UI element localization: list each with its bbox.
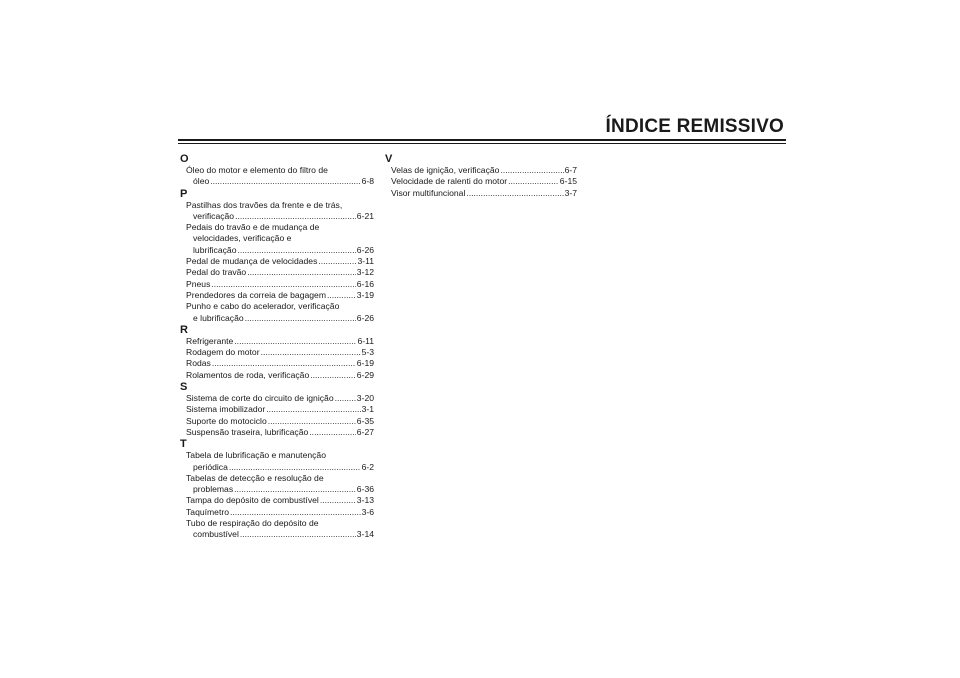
index-entry-line	[180, 450, 374, 461]
page-reference: 3-13	[356, 495, 374, 506]
index-term: Óleo do motor e elemento do filtro de	[186, 165, 328, 175]
index-term: Sistema imobilizador	[186, 404, 266, 415]
index-letter-heading: S	[180, 381, 188, 394]
index-term: e lubrificação	[193, 312, 244, 323]
index-entry	[180, 518, 374, 541]
index-term: Visor multifuncional	[391, 187, 466, 198]
index-entry-line	[180, 347, 374, 358]
page-reference: 6-7	[564, 165, 577, 175]
page-reference: 6-21	[356, 210, 374, 221]
dot-leader	[320, 495, 356, 506]
page-reference: 6-2	[361, 461, 374, 472]
index-entry-line	[180, 290, 374, 301]
index-term: Prendedores da correia de bagagem	[186, 289, 326, 300]
index-entry	[385, 165, 577, 176]
index-term: Pedais do travão e de mudança de	[186, 222, 320, 233]
index-entry	[180, 427, 374, 438]
index-entry-line	[180, 404, 374, 415]
dot-leader	[500, 165, 563, 176]
dot-leader	[235, 211, 356, 222]
index-entry-line	[385, 165, 577, 176]
dot-leader	[327, 290, 356, 301]
dot-leader	[309, 427, 356, 438]
page-reference: 6-36	[356, 484, 374, 495]
index-term: Suporte do motociclo	[186, 415, 267, 426]
dot-leader	[230, 507, 361, 518]
index-term: Pastilhas dos travões da frente e de trás,	[186, 199, 343, 210]
index-term: Suspensão traseira, lubrificação	[186, 426, 309, 437]
dot-leader	[212, 358, 356, 369]
dot-leader	[261, 347, 361, 358]
dot-leader	[240, 529, 356, 540]
dot-leader	[211, 279, 355, 290]
index-letter-heading: V	[385, 153, 393, 165]
page-reference: 3-19	[356, 289, 374, 300]
index-entry-line	[180, 222, 374, 233]
index-entry	[180, 200, 374, 223]
index-entry	[180, 416, 374, 427]
dot-leader	[234, 484, 356, 495]
index-entry	[385, 188, 577, 199]
dot-leader	[229, 462, 361, 473]
page-reference: 5-3	[361, 347, 374, 358]
dot-leader	[310, 370, 356, 381]
index-term: óleo	[193, 176, 210, 187]
index-entry-line	[180, 301, 374, 312]
index-entry-line	[180, 484, 374, 495]
index-term: Tampa do depósito de combustível	[186, 495, 319, 506]
index-term: periódica	[193, 461, 228, 472]
index-letter-heading: O	[180, 153, 189, 165]
index-term: Rolamentos de roda, verificação	[186, 369, 310, 380]
index-entry	[180, 450, 374, 473]
index-entry	[180, 358, 374, 369]
index-entry-line	[180, 211, 374, 222]
index-letter-heading: T	[180, 438, 187, 451]
index-term: Sistema de corte do circuito de ignição	[186, 393, 334, 404]
header-rule-thin	[178, 143, 786, 144]
dot-leader	[335, 393, 356, 404]
index-term: Refrigerante	[186, 335, 234, 346]
page-reference: 3-6	[361, 506, 374, 517]
index-entry-line	[180, 495, 374, 506]
dot-leader	[466, 188, 563, 199]
dot-leader	[508, 176, 559, 187]
index-entry	[180, 495, 374, 506]
page-reference: 6-15	[559, 176, 577, 187]
index-entry-line	[180, 473, 374, 484]
dot-leader	[210, 176, 360, 187]
index-term: Tabelas de detecção e resolução de	[186, 472, 324, 483]
dot-leader	[247, 267, 356, 278]
index-entry-line	[180, 267, 374, 278]
header-rule-thick	[178, 139, 786, 141]
page-reference: 3-14	[356, 529, 374, 540]
index-term: Tabela de lubrificação e manutenção	[186, 450, 326, 461]
index-term: lubrificação	[193, 244, 237, 255]
index-entry-line	[180, 529, 374, 540]
index-entry-line	[180, 393, 374, 404]
index-entry	[180, 165, 374, 188]
index-entry-line	[385, 176, 577, 187]
dot-leader	[234, 336, 356, 347]
dot-leader	[268, 416, 356, 427]
index-term: Pneus	[186, 278, 211, 289]
index-term: Velas de ignição, verificação	[391, 165, 500, 175]
index-term: verificação	[193, 210, 235, 221]
page-reference: 3-20	[356, 393, 374, 404]
index-column-right	[385, 153, 577, 199]
index-entry	[180, 256, 374, 267]
index-entry	[180, 290, 374, 301]
index-entry	[180, 347, 374, 358]
index-term: combustível	[193, 529, 239, 540]
index-entry-line	[180, 245, 374, 256]
page-reference: 6-19	[356, 358, 374, 369]
index-column-left	[180, 153, 374, 541]
index-term: Taquímetro	[186, 506, 229, 517]
index-term: Velocidade de ralenti do motor	[391, 176, 508, 187]
index-entry	[180, 222, 374, 256]
index-entry-line	[180, 279, 374, 290]
page-reference: 6-35	[356, 415, 374, 426]
index-term: Pedal de mudança de velocidades	[186, 256, 318, 267]
page-reference: 3-12	[356, 267, 374, 278]
dot-leader	[245, 313, 356, 324]
index-term: Punho e cabo do acelerador, verificação	[186, 301, 340, 312]
index-term: Tubo de respiração do depósito de	[186, 518, 319, 529]
index-entry-line	[180, 370, 374, 381]
page-title: ÍNDICE REMISSIVO	[605, 116, 784, 137]
page-reference: 6-29	[356, 369, 374, 380]
index-term: Rodagem do motor	[186, 347, 260, 358]
index-entry	[180, 279, 374, 290]
index-entry-line	[180, 233, 374, 244]
index-entry	[385, 176, 577, 187]
index-entry	[180, 404, 374, 415]
index-term: velocidades, verificação e	[193, 233, 292, 244]
dot-leader	[318, 256, 356, 267]
index-entry	[180, 301, 374, 324]
page-reference: 6-27	[356, 426, 374, 437]
index-entry-line	[180, 313, 374, 324]
index-entry-line	[180, 507, 374, 518]
page-reference: 3-11	[357, 256, 374, 267]
index-term: Rodas	[186, 358, 211, 369]
index-entry-line	[180, 416, 374, 427]
page-reference: 6-26	[356, 312, 374, 323]
dot-leader	[237, 245, 355, 256]
index-term: problemas	[193, 484, 234, 495]
page-reference: 3-7	[564, 187, 577, 198]
index-term: Pedal do travão	[186, 267, 247, 278]
index-entry	[180, 370, 374, 381]
index-entry-line	[180, 165, 374, 176]
index-entry-line	[180, 336, 374, 347]
index-entry-line	[180, 176, 374, 187]
index-entry	[180, 473, 374, 496]
page-reference: 6-26	[356, 244, 374, 255]
index-entry	[180, 336, 374, 347]
index-entry-line	[180, 256, 374, 267]
index-entry-line	[180, 518, 374, 529]
index-entry	[180, 393, 374, 404]
page-reference: 6-8	[361, 176, 374, 187]
index-entry-line	[180, 427, 374, 438]
dot-leader	[266, 404, 360, 415]
index-letter-heading: R	[180, 323, 188, 336]
index-entry	[180, 507, 374, 518]
page-reference: 6-11	[357, 335, 374, 346]
page-reference: 6-16	[356, 278, 374, 289]
index-letter-heading: P	[180, 187, 188, 200]
index-entry-line	[180, 462, 374, 473]
index-entry-line	[385, 188, 577, 199]
index-entry	[180, 267, 374, 278]
page-reference: 3-1	[361, 404, 374, 415]
index-entry-line	[180, 358, 374, 369]
index-entry-line	[180, 200, 374, 211]
